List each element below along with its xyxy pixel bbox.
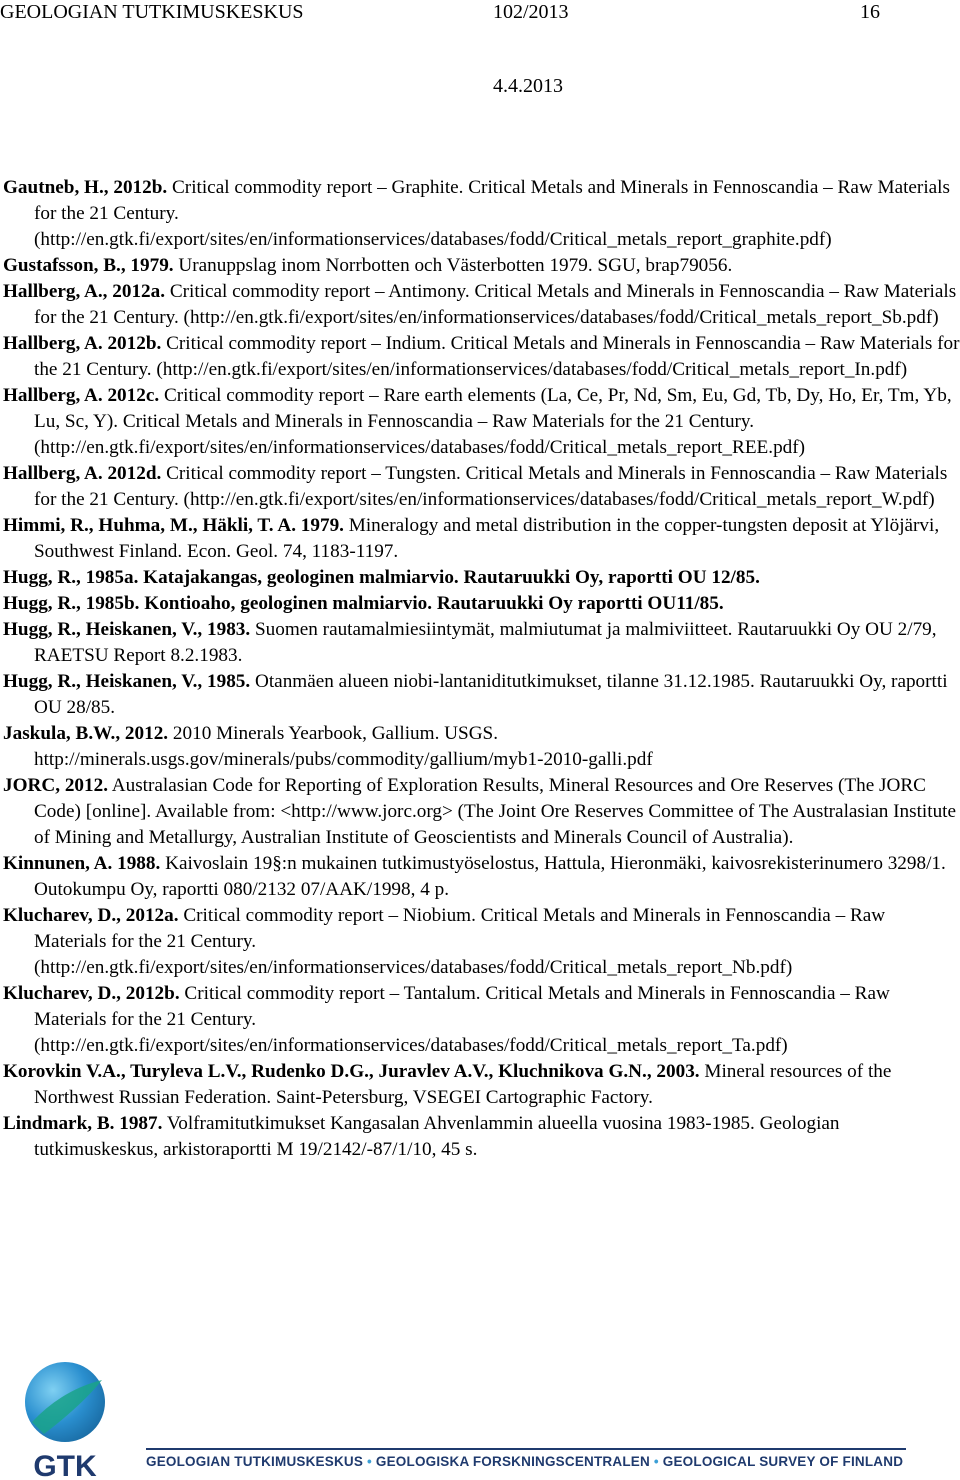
reference-author: Hallberg, A., 2012a. <box>3 281 166 302</box>
reference-item <box>3 721 960 773</box>
reference-author: Jaskula, B.W., 2012. <box>3 723 169 744</box>
reference-text: Critical commodity report – Niobium. Critical Metals and Minerals in Fennoscandia – Raw Materials for the 21 Century. (http://en.gtk.fi/export/sites/en/informationservices/databases/fodd/Critical_metals_report_Nb.pdf) <box>34 905 886 978</box>
reference-author: Hugg, R., 1985b. Kontioaho, geologinen malmiarvio. Rautaruukki Oy raportti OU11/85. <box>3 593 724 614</box>
gtk-logo-text: GTK <box>33 1450 97 1480</box>
reference-item <box>3 981 960 1059</box>
reference-author: Hugg, R., Heiskanen, V., 1985. <box>3 671 251 692</box>
reference-author: Gustafsson, B., 1979. <box>3 255 174 276</box>
reference-author: Lindmark, B. 1987. <box>3 1113 163 1134</box>
reference-author: Himmi, R., Huhma, M., Häkli, T. A. 1979. <box>3 515 344 536</box>
reference-item <box>3 591 960 617</box>
reference-author: Hugg, R., Heiskanen, V., 1983. <box>3 619 251 640</box>
reference-text: Critical commodity report – Indium. Critical Metals and Minerals in Fennoscandia – Raw Materials for the 21 Century. (http://en.gtk.fi/export/sites/en/informationservices/databases/fodd/Critical_metals_report_In.pdf) <box>34 333 960 380</box>
footer-separator: • <box>653 1454 659 1469</box>
reference-author: Hallberg, A. 2012c. <box>3 385 160 406</box>
reference-text: Critical commodity report – Rare earth elements (La, Ce, Pr, Nd, Sm, Eu, Gd, Tb, Dy, Ho, Er, Tm, Yb, Lu, Sc, Y). Critical Metals and Minerals in Fennoscandia – Raw Materials for the 21 Century. (http://en.gtk.fi/export/sites/en/informationservices/databases/fodd/Critical_metals_report_REE.pdf) <box>34 385 952 458</box>
page-footer <box>0 1350 960 1480</box>
reference-author: Kinnunen, A. 1988. <box>3 853 161 874</box>
reference-item <box>3 1059 960 1111</box>
header-organization: GEOLOGIAN TUTKIMUSKESKUS <box>0 1 304 23</box>
footer-org-fi: GEOLOGIAN TUTKIMUSKESKUS <box>146 1454 364 1469</box>
reference-author: Gautneb, H., 2012b. <box>3 177 168 198</box>
reference-author: Hugg, R., 1985a. Katajakangas, geologinen malmiarvio. Rautaruukki Oy, raportti OU 12/85. <box>3 567 760 588</box>
reference-author: Korovkin V.A., Turyleva L.V., Rudenko D.G., Juravlev A.V., Kluchnikova G.N., 2003. <box>3 1061 700 1082</box>
reference-list <box>3 175 960 1163</box>
reference-text: Mineral resources of the Northwest Russian Federation. Saint-Petersburg, VSEGEI Cartographic Factory. <box>34 1061 892 1108</box>
reference-text: Critical commodity report – Graphite. Critical Metals and Minerals in Fennoscandia – Raw Materials for the 21 Century. (http://en.gtk.fi/export/sites/en/informationservices/databases/fodd/Critical_metals_report_graphite.pdf) <box>34 177 950 250</box>
reference-item <box>3 773 960 851</box>
reference-text: Critical commodity report – Tantalum. Critical Metals and Minerals in Fennoscandia – Raw Materials for the 21 Century. (http://en.gtk.fi/export/sites/en/informationservices/databases/fodd/Critical_metals_report_Ta.pdf) <box>34 983 890 1056</box>
reference-item <box>3 383 960 461</box>
header-report-number: 102/2013 <box>493 1 569 23</box>
reference-item <box>3 513 960 565</box>
header-date: 4.4.2013 <box>493 75 563 97</box>
reference-item <box>3 565 960 591</box>
reference-text: Volframitutkimukset Kangasalan Ahvenlammin alueella vuosina 1983-1985. Geologian tutkimuskeskus, arkistoraportti M 19/2142/-87/1/10, 45 s. <box>34 1113 840 1160</box>
reference-item <box>3 903 960 981</box>
footer-divider <box>146 1448 906 1450</box>
reference-item <box>3 851 960 903</box>
reference-author: Klucharev, D., 2012b. <box>3 983 180 1004</box>
reference-item <box>3 669 960 721</box>
gtk-logo <box>22 1360 108 1480</box>
reference-author: Klucharev, D., 2012a. <box>3 905 179 926</box>
reference-author: Hallberg, A. 2012d. <box>3 463 162 484</box>
footer-separator: • <box>367 1454 372 1469</box>
reference-item <box>3 175 960 253</box>
reference-item <box>3 1111 960 1163</box>
reference-text: Mineralogy and metal distribution in the copper-tungsten deposit at Ylöjärvi, Southwest Finland. Econ. Geol. 74, 1183-1197. <box>34 515 940 562</box>
reference-text: Kaivoslain 19§:n mukainen tutkimustyöselostus, Hattula, Hieronmäki, kaivosrekisterinumero 3298/1. Outokumpu Oy, raportti 080/2132 07/AAK/1998, 4 p. <box>34 853 946 900</box>
footer-organization-names <box>146 1454 903 1469</box>
reference-text: Australasian Code for Reporting of Exploration Results, Mineral Resources and Ore Reserves (The JORC Code) [online]. Available from: <http://www.jorc.org> (The Joint Ore Reserves Committee of The Australasian Institute of Mining and Metallurgy, Australian Institute of Geoscientists and Minerals Council of Australia). <box>34 775 957 848</box>
reference-item <box>3 461 960 513</box>
reference-text: Critical commodity report – Tungsten. Critical Metals and Minerals in Fennoscandia – Raw Materials for the 21 Century. (http://en.gtk.fi/export/sites/en/informationservices/databases/fodd/Critical_metals_report_W.pdf) <box>34 463 948 510</box>
reference-text: Otanmäen alueen niobi-lantaniditutkimukset, tilanne 31.12.1985. Rautaruukki Oy, raportti OU 28/85. <box>34 671 948 718</box>
reference-author: Hallberg, A. 2012b. <box>3 333 162 354</box>
reference-text: Suomen rautamalmiesiintymät, malmiutumat ja malmiviitteet. Rautaruukki Oy OU 2/79, RAETSU Report 8.2.1983. <box>34 619 937 666</box>
header-page-number: 16 <box>860 1 880 23</box>
page-header <box>0 0 960 24</box>
reference-item <box>3 617 960 669</box>
reference-item <box>3 331 960 383</box>
footer-org-en: GEOLOGICAL SURVEY OF FINLAND <box>662 1454 904 1469</box>
reference-author: JORC, 2012. <box>3 775 108 796</box>
reference-text: Critical commodity report – Antimony. Critical Metals and Minerals in Fennoscandia – Raw Materials for the 21 Century. (http://en.gtk.fi/export/sites/en/informationservices/databases/fodd/Critical_metals_report_Sb.pdf) <box>34 281 957 328</box>
reference-item <box>3 279 960 331</box>
reference-text: 2010 Minerals Yearbook, Gallium. USGS. http://minerals.usgs.gov/minerals/pubs/commodity/gallium/myb1-2010-galli.pdf <box>34 723 653 770</box>
reference-item <box>3 253 960 279</box>
reference-text: Uranuppslag inom Norrbotten och Västerbotten 1979. SGU, brap79056. <box>173 255 733 276</box>
footer-org-sv: GEOLOGISKA FORSKNINGSCENTRALEN <box>375 1454 650 1469</box>
